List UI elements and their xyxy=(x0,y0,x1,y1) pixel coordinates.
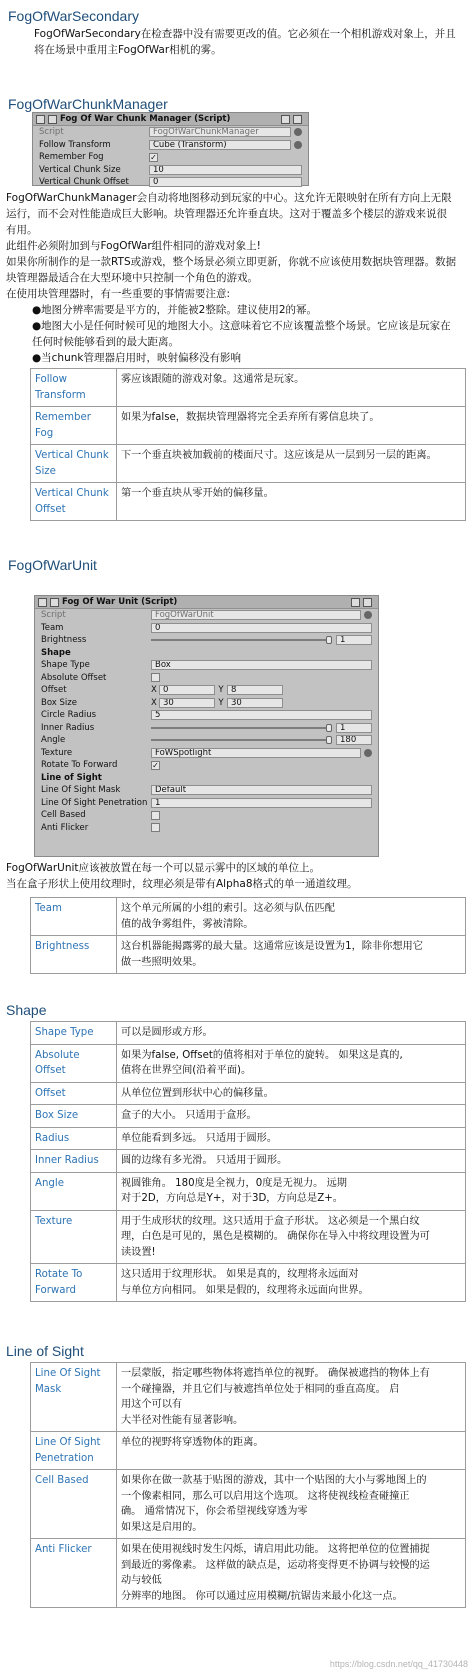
table-value xyxy=(117,898,466,936)
help-icon[interactable] xyxy=(351,598,360,607)
table-value-text: 从单位位置到形状中心的偏移量。 xyxy=(121,1087,274,1099)
table-row xyxy=(31,1044,466,1082)
table-value-text: 可以是圆形或方形。 xyxy=(121,1027,213,1038)
table-key xyxy=(31,1150,117,1173)
texture-field[interactable]: FoWSpotlight xyxy=(151,748,361,758)
table-key-text: Vertical Chunk xyxy=(35,450,109,461)
table-key xyxy=(31,369,117,407)
watermark: https://blog.csdn.net/qq_41730448 xyxy=(329,1658,468,1669)
table-key-text: Inner Radius xyxy=(35,1155,99,1166)
unit-description xyxy=(6,860,468,892)
table-key xyxy=(31,1044,117,1082)
table-key xyxy=(31,1363,117,1432)
slider-track xyxy=(151,739,332,741)
inspector-title: Fog Of War Unit (Script) xyxy=(62,596,178,607)
table-key-text: Offset xyxy=(35,503,66,515)
section-title-line-of-sight: Line of Sight xyxy=(6,1343,84,1359)
table-value-text: 大半径对性能有显著影响。 xyxy=(121,1414,244,1426)
table-row xyxy=(31,1470,466,1539)
table-value-text: 单位能看到多远。 只适用于圆形。 xyxy=(121,1132,278,1144)
table-value-text: 值的战争雾组件，雾被清除。 xyxy=(121,918,254,930)
table-key xyxy=(31,1432,117,1470)
paragraph-line: 在使用块管理器时，有一些重要的事情需要注意: xyxy=(6,288,231,300)
table-value xyxy=(117,1082,466,1105)
foldout-icon[interactable] xyxy=(38,598,47,607)
help-icon[interactable] xyxy=(281,115,290,124)
table-row xyxy=(31,407,466,445)
table-value-text: 如果这是启用的。 xyxy=(121,1521,203,1533)
slider-track xyxy=(151,639,332,641)
table-key xyxy=(31,936,117,974)
paragraph-line: 有用。 xyxy=(6,224,38,236)
table-value-text: 这台机器能揭露雾的最大量。这通常应该是设置为1，除非你想用它 xyxy=(121,941,423,952)
table-key-text: Line Of Sight xyxy=(35,1437,101,1448)
table-key-text: Angle xyxy=(35,1177,64,1189)
offset-y-field[interactable]: 8 xyxy=(227,685,283,695)
table-value-text: 确。 通常情况下，你会希望视线穿透为零 xyxy=(121,1506,308,1517)
field-label: Offset xyxy=(41,685,67,696)
table-value-text: 读设置! xyxy=(121,1246,156,1258)
paragraph-line: 如果你所制作的是一款RTS或游戏，整个场景必须立即更新，你就不应该使用数据块管理器。数据 xyxy=(6,256,457,268)
inspector-section-shape: Shape xyxy=(41,647,71,658)
table-key-text: Texture xyxy=(35,1215,73,1227)
table-row xyxy=(31,1432,466,1470)
table-key xyxy=(31,1105,117,1128)
table-key xyxy=(31,445,117,483)
field-label: Absolute Offset xyxy=(41,672,107,683)
table-key-text: Team xyxy=(35,903,62,914)
table-row xyxy=(31,936,466,974)
table-value xyxy=(117,407,466,445)
field-label: Brightness xyxy=(41,635,87,646)
section-title-unit: FogOfWarUnit xyxy=(8,557,97,573)
table-key-text: Absolute Offset xyxy=(35,1049,80,1076)
table-value xyxy=(117,445,466,483)
axis-label-y: Y xyxy=(218,685,224,696)
field-label: Circle Radius xyxy=(41,710,97,721)
table-row xyxy=(31,1022,466,1045)
field-label: Line Of Sight Penetration xyxy=(41,797,148,808)
inspector-row-follow-transform xyxy=(33,139,308,152)
inspector-row-script xyxy=(35,609,378,622)
table-value-text: 一个像素相同，那么可以启用这个选项。 这将使视线检查碰撞正 xyxy=(121,1490,410,1502)
chunk-manager-table xyxy=(30,368,466,521)
cell-based-checkbox[interactable] xyxy=(151,811,160,820)
inspector-row-los-penetration xyxy=(35,797,378,810)
field-label: Cell Based xyxy=(41,810,86,821)
table-value xyxy=(117,369,466,407)
table-value-text: 如果你在做一款基于贴图的游戏，其中一个贴图的大小与雾地图上的 xyxy=(121,1475,427,1486)
table-row xyxy=(31,1539,466,1608)
section-title-secondary: FogOfWarSecondary xyxy=(8,8,139,24)
inspector-section-line-of-sight: Line of Sight xyxy=(41,772,102,783)
secondary-desc-line: 将在场景中重用主FogOfWar相机的雾。 xyxy=(34,44,222,56)
field-label: Texture xyxy=(41,747,73,758)
inspector-row-circle-radius xyxy=(35,709,378,722)
script-field[interactable]: FogOfWarChunkManager xyxy=(149,127,291,137)
table-value xyxy=(117,1539,466,1608)
table-value-text: 雾应该跟随的游戏对象。这通常是玩家。 xyxy=(121,374,305,385)
table-key-text: Anti Flicker xyxy=(35,1544,92,1555)
paragraph-line: 当在盒子形状上使用纹理时，纹理必须是带有Alpha8格式的单一通道纹理。 xyxy=(6,878,358,890)
table-value xyxy=(117,1105,466,1128)
table-key-text: Penetration xyxy=(35,1452,94,1464)
table-key-text: Size xyxy=(35,465,56,477)
object-picker-icon[interactable] xyxy=(364,749,372,757)
brightness-field[interactable]: 1 xyxy=(336,635,372,645)
settings-gear-icon[interactable] xyxy=(363,598,372,607)
table-value-text: 一个碰撞器，并且它们与被遮挡单位处于相同的垂直高度。 启 xyxy=(121,1383,400,1395)
inspector-row-absolute-offset xyxy=(35,672,378,685)
table-value xyxy=(117,483,466,521)
inspector-header[interactable] xyxy=(35,596,378,609)
shape-type-dropdown[interactable]: Box xyxy=(151,660,372,670)
team-field[interactable]: 0 xyxy=(151,623,372,633)
field-label: Shape Type xyxy=(41,660,90,671)
table-row xyxy=(31,369,466,407)
bullet-line: ●地图大小是任何时候可见的地图大小。这意味着它不应该覆盖整个场景。它应该是玩家在 xyxy=(32,320,451,332)
table-value-text: 到最近的雾像素。 这样做的缺点是，运动将变得更不协调与较慢的运 xyxy=(121,1559,430,1571)
field-label: Angle xyxy=(41,735,66,746)
field-label: Line Of Sight Mask xyxy=(41,785,121,796)
table-key xyxy=(31,1022,117,1045)
paragraph-line: FogOfWarChunkManager会自动将地图移动到玩家的中心。这允许无限映射在所有方向上无限 xyxy=(6,192,452,204)
field-label: Box Size xyxy=(41,697,77,708)
table-value xyxy=(117,1363,466,1432)
table-value-text: 对于2D，方向总是Y+，对于3D，方向总是Z+。 xyxy=(121,1193,343,1204)
table-value-text: 与单位方向相同。 如果是假的，纹理将永远面向世界。 xyxy=(121,1284,369,1296)
inspector-row-texture xyxy=(35,747,378,760)
follow-transform-field[interactable]: Cube (Transform) xyxy=(149,140,291,150)
inspector-row-anti-flicker xyxy=(35,822,378,835)
chunk-manager-inspector xyxy=(32,112,309,186)
object-picker-icon[interactable] xyxy=(294,128,302,136)
table-value xyxy=(117,1210,466,1264)
enabled-checkbox[interactable] xyxy=(48,115,57,124)
table-key-text: Offset xyxy=(35,1087,66,1099)
table-key-text: Shape Type xyxy=(35,1027,94,1038)
field-label: Vertical Chunk Size xyxy=(39,164,121,175)
bullet-line: ●当chunk管理器启用时，映射偏移没有影响 xyxy=(32,352,241,364)
vertical-chunk-offset-field[interactable]: 0 xyxy=(149,177,302,187)
table-row xyxy=(31,1264,466,1302)
inspector-row-box-size xyxy=(35,697,378,710)
angle-slider[interactable] xyxy=(151,735,332,745)
table-value xyxy=(117,1264,466,1302)
inspector-row-vertical-chunk-offset xyxy=(33,176,308,189)
table-key xyxy=(31,483,117,521)
brightness-slider[interactable] xyxy=(151,635,332,645)
table-value xyxy=(117,1470,466,1539)
box-size-y-field[interactable]: 30 xyxy=(227,698,283,708)
offset-x-field[interactable]: 0 xyxy=(159,685,215,695)
table-key-text: Follow Transform xyxy=(35,374,86,401)
field-label: Rotate To Forward xyxy=(41,760,118,771)
table-value-text: 下一个垂直块被加载前的楼面尺寸。这应该是从一层到另一层的距离。 xyxy=(121,450,437,461)
section-title-chunk-manager: FogOfWarChunkManager xyxy=(8,96,168,112)
table-value-text: 圆的边缘有多光滑。 只适用于圆形。 xyxy=(121,1155,288,1166)
field-label: Anti Flicker xyxy=(41,822,89,833)
inspector-title: Fog Of War Chunk Manager (Script) xyxy=(60,113,231,124)
table-value-text: 单位的视野将穿透物体的距离。 xyxy=(121,1437,264,1448)
table-key-text: Box Size xyxy=(35,1110,79,1121)
table-key-text: Rotate To Forward xyxy=(35,1269,83,1296)
table-key xyxy=(31,1210,117,1264)
axis-label-x: X xyxy=(151,697,157,708)
table-value-text: 如果为false，数据块管理器将完全丢弃所有雾信息块了。 xyxy=(121,412,380,423)
table-value-text: 第一个垂直块从零开始的偏移量。 xyxy=(121,488,274,499)
inner-radius-field[interactable]: 1 xyxy=(336,723,372,733)
table-row xyxy=(31,445,466,483)
inspector-row-vertical-chunk-size xyxy=(33,164,308,177)
field-label: Remember Fog xyxy=(39,152,104,163)
settings-gear-icon[interactable] xyxy=(293,115,302,124)
table-value-text: 如果为false, Offset的值将相对于单位的旋转。 如果这是真的, xyxy=(121,1049,403,1061)
table-value-text: 动与较低 xyxy=(121,1575,162,1586)
table-value xyxy=(117,1172,466,1210)
table-key xyxy=(31,1539,117,1608)
enabled-checkbox[interactable] xyxy=(50,598,59,607)
table-key xyxy=(31,1127,117,1150)
section-title-shape: Shape xyxy=(6,1002,47,1018)
table-key xyxy=(31,407,117,445)
table-value-text: 这个单元所属的小组的索引。这必须与队伍匹配 xyxy=(121,903,335,914)
table-row xyxy=(31,898,466,936)
table-key xyxy=(31,1082,117,1105)
line-of-sight-penetration-field[interactable]: 1 xyxy=(151,798,372,808)
table-key-text: Cell Based xyxy=(35,1475,89,1486)
inspector-header[interactable] xyxy=(33,113,308,126)
field-label: Follow Transform xyxy=(39,139,111,150)
field-label: Team xyxy=(41,622,64,633)
table-key xyxy=(31,1470,117,1539)
inspector-row-shape-type xyxy=(35,659,378,672)
table-value-text: 用于生成形状的纹理。这只适用于盒子形状。 这必须是一个黑白纹 xyxy=(121,1215,420,1227)
line-of-sight-table xyxy=(30,1362,466,1608)
table-row xyxy=(31,1172,466,1210)
table-key-text: Brightness xyxy=(35,941,90,952)
table-value-text: 分辨率的地图。 你可以通过应用模糊/抗锯齿来最小化这一点。 xyxy=(121,1590,403,1602)
inspector-row-los-mask xyxy=(35,784,378,797)
table-row xyxy=(31,483,466,521)
unit-inspector xyxy=(34,595,379,857)
table-value xyxy=(117,1127,466,1150)
paragraph-line: 块管理器最适合在大型环境中只控制一个角色的游戏。 xyxy=(6,272,258,284)
inspector-row-brightness xyxy=(35,634,378,647)
object-picker-icon[interactable] xyxy=(364,611,372,619)
table-row xyxy=(31,1210,466,1264)
table-value xyxy=(117,936,466,974)
table-key xyxy=(31,898,117,936)
foldout-icon[interactable] xyxy=(36,115,45,124)
table-value-text: 理，白色是可见的，黑色是模糊的。 确保你在导入中将纹理设置为可 xyxy=(121,1231,430,1242)
field-label: Script xyxy=(41,610,66,621)
inspector-row-angle xyxy=(35,734,378,747)
table-key-text: Remember Fog xyxy=(35,412,91,439)
paragraph-line: 运行，而不会对性能造成巨大影响。块管理器还允许垂直块。这对于覆盖多个楼层的游戏来说很 xyxy=(6,208,447,220)
angle-field[interactable]: 180 xyxy=(336,735,372,745)
table-key-text: Vertical Chunk xyxy=(35,488,109,499)
unit-table xyxy=(30,897,466,974)
table-value xyxy=(117,1044,466,1082)
secondary-desc xyxy=(34,26,456,58)
anti-flicker-checkbox[interactable] xyxy=(151,823,160,832)
table-value-text: 值将在世界空间(沿着平面)。 xyxy=(121,1065,252,1076)
table-key xyxy=(31,1264,117,1302)
inspector-row-inner-radius xyxy=(35,722,378,735)
table-value-text: 如果在使用视线时发生闪烁，请启用此功能。 这将把单位的位置捕捉 xyxy=(121,1544,430,1555)
table-value xyxy=(117,1150,466,1173)
axis-label-y: Y xyxy=(218,697,224,708)
table-value xyxy=(117,1022,466,1045)
script-field[interactable]: FogOfWarUnit xyxy=(151,610,361,620)
field-label: Script xyxy=(39,127,64,138)
bullet-line: ●地图分辨率需要是平方的，并能被2整除。建议使用2的幂。 xyxy=(32,304,318,316)
inspector-row-remember-fog xyxy=(33,151,308,164)
table-row xyxy=(31,1127,466,1150)
table-value-text: 视圆锥角。 180度是全视力，0度是无视力。 远期 xyxy=(121,1177,347,1189)
table-value-text: 这只适用于纹理形状。 如果是真的，纹理将永远面对 xyxy=(121,1269,359,1280)
circle-radius-field[interactable]: 5 xyxy=(151,710,372,720)
object-picker-icon[interactable] xyxy=(294,141,302,149)
field-label: Vertical Chunk Offset xyxy=(39,177,129,188)
table-value-text: 一层蒙版，指定哪些物体将遮挡单位的视野。 确保被遮挡的物体上有 xyxy=(121,1368,430,1379)
table-row xyxy=(31,1082,466,1105)
rotate-to-forward-checkbox[interactable]: ✓ xyxy=(152,760,159,770)
absolute-offset-checkbox[interactable] xyxy=(151,673,160,682)
paragraph-line: FogOfWarUnit应该被放置在每一个可以显示雾中的区域的单位上。 xyxy=(6,862,321,874)
inspector-row-cell-based xyxy=(35,809,378,822)
remember-fog-checkbox[interactable]: ✓ xyxy=(150,152,157,162)
inspector-row-rotate-to-forward xyxy=(35,759,378,772)
slider-knob[interactable] xyxy=(326,736,332,744)
field-label: Inner Radius xyxy=(41,722,95,733)
inner-radius-slider[interactable] xyxy=(151,723,332,733)
table-value-text: 做一些照明效果。 xyxy=(121,956,203,968)
table-row xyxy=(31,1105,466,1128)
table-key xyxy=(31,1172,117,1210)
table-value-text: 盒子的大小。 只适用于盒形。 xyxy=(121,1110,257,1121)
table-row xyxy=(31,1363,466,1432)
vertical-chunk-size-field[interactable]: 10 xyxy=(149,165,302,175)
table-key-text: Line Of Sight Mask xyxy=(35,1368,101,1395)
bullet-line: 任何时候能够看到的最大距离。 xyxy=(32,336,179,348)
box-size-x-field[interactable]: 30 xyxy=(159,698,215,708)
slider-knob[interactable] xyxy=(326,724,332,732)
slider-track xyxy=(151,727,332,729)
chunk-manager-description xyxy=(6,190,468,366)
shape-table xyxy=(30,1021,466,1302)
paragraph-line: 此组件必须附加到与FogOfWar组件相同的游戏对象上! xyxy=(6,240,261,252)
axis-label-x: X xyxy=(151,685,157,696)
table-value-text: 用这个可以有 xyxy=(121,1399,183,1410)
inspector-row-offset xyxy=(35,684,378,697)
inspector-row-script xyxy=(33,126,308,139)
slider-knob[interactable] xyxy=(326,636,332,644)
secondary-desc-line: FogOfWarSecondary在检查器中没有需要更改的值。它必须在一个相机游戏对象上，并且 xyxy=(34,28,456,40)
table-key-text: Radius xyxy=(35,1132,70,1144)
table-row xyxy=(31,1150,466,1173)
line-of-sight-mask-dropdown[interactable]: Default xyxy=(151,785,372,795)
table-value xyxy=(117,1432,466,1470)
inspector-row-team xyxy=(35,622,378,635)
